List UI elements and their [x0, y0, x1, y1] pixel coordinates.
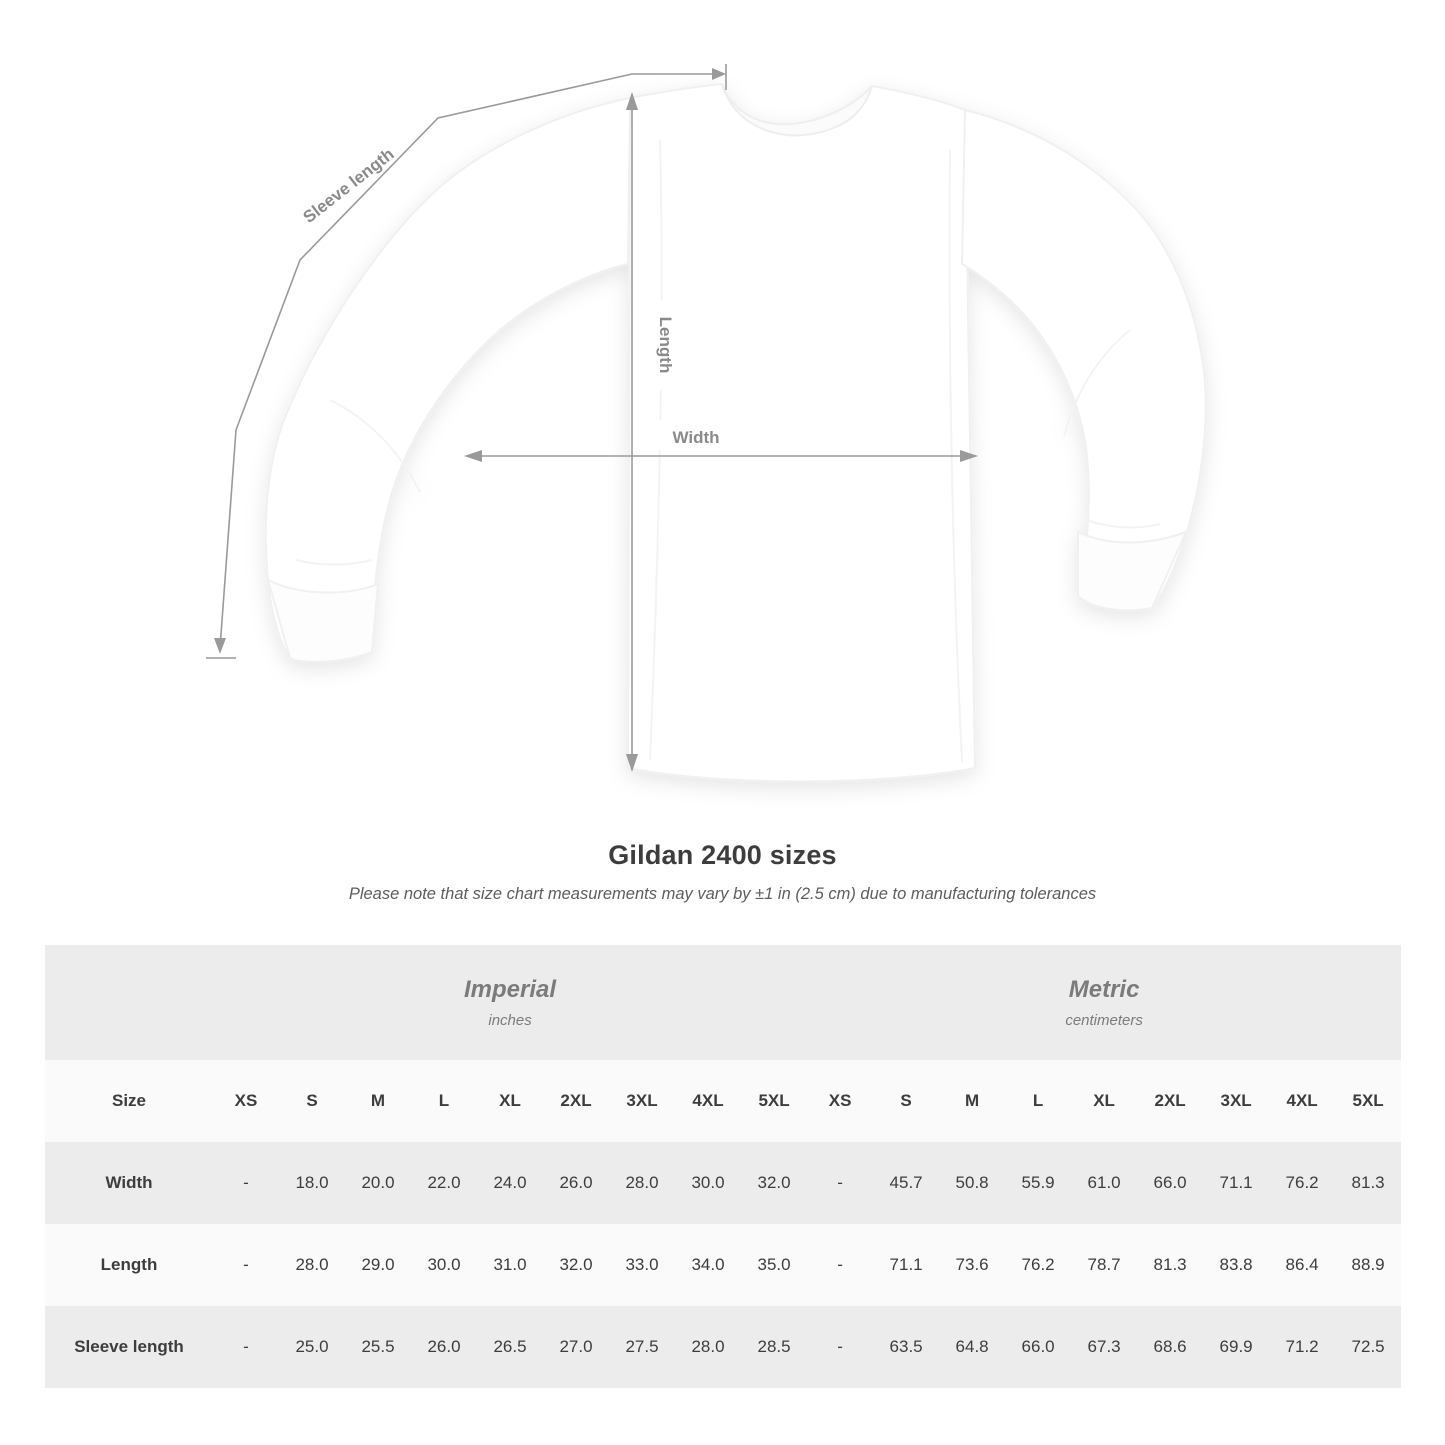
cell-width-metric-l: 55.9	[1005, 1142, 1071, 1224]
cell-length-imperial-3xl: 33.0	[609, 1224, 675, 1306]
cell-length-imperial-5xl: 35.0	[741, 1224, 807, 1306]
unit-corner-cell	[45, 945, 213, 1060]
cell-length-metric-xl: 78.7	[1071, 1224, 1137, 1306]
table-row	[45, 1306, 1401, 1388]
row-label-length: Length	[45, 1224, 213, 1306]
cell-length-imperial-4xl: 34.0	[675, 1224, 741, 1306]
col-header-imperial-5xl: 5XL	[741, 1060, 807, 1142]
cell-sleeve-imperial-s: 25.0	[279, 1306, 345, 1388]
col-header-metric-xs: XS	[807, 1060, 873, 1142]
cell-length-metric-s: 71.1	[873, 1224, 939, 1306]
col-header-metric-2xl: 2XL	[1137, 1060, 1203, 1142]
col-header-metric-l: L	[1005, 1060, 1071, 1142]
cell-sleeve-metric-m: 64.8	[939, 1306, 1005, 1388]
width-label: Width	[672, 428, 720, 447]
unit-group-imperial	[213, 945, 807, 1060]
size-header-row	[45, 1060, 1401, 1142]
col-header-imperial-s: S	[279, 1060, 345, 1142]
size-chart-table	[45, 945, 1401, 1388]
cell-width-metric-xl: 61.0	[1071, 1142, 1137, 1224]
col-header-imperial-3xl: 3XL	[609, 1060, 675, 1142]
cell-sleeve-imperial-3xl: 27.5	[609, 1306, 675, 1388]
cell-sleeve-metric-3xl: 69.9	[1203, 1306, 1269, 1388]
col-header-imperial-m: M	[345, 1060, 411, 1142]
cell-length-imperial-2xl: 32.0	[543, 1224, 609, 1306]
row-label-sleeve-length: Sleeve length	[45, 1306, 213, 1388]
page-title: Gildan 2400 sizes	[608, 840, 837, 870]
cell-width-imperial-2xl: 26.0	[543, 1142, 609, 1224]
cell-length-metric-xs: -	[807, 1224, 873, 1306]
cell-length-metric-2xl: 81.3	[1137, 1224, 1203, 1306]
cell-length-imperial-xl: 31.0	[477, 1224, 543, 1306]
cell-sleeve-imperial-5xl: 28.5	[741, 1306, 807, 1388]
cell-sleeve-imperial-xs: -	[213, 1306, 279, 1388]
cell-sleeve-metric-2xl: 68.6	[1137, 1306, 1203, 1388]
cell-length-imperial-s: 28.0	[279, 1224, 345, 1306]
cell-length-metric-5xl: 88.9	[1335, 1224, 1401, 1306]
cell-sleeve-imperial-l: 26.0	[411, 1306, 477, 1388]
cell-width-imperial-5xl: 32.0	[741, 1142, 807, 1224]
col-header-imperial-xl: XL	[477, 1060, 543, 1142]
unit-group-metric	[807, 945, 1401, 1060]
measurement-note: Please note that size chart measurements may vary by ±1 in (2.5 cm) due to manufacturing tolerances	[348, 885, 1097, 903]
cell-sleeve-metric-4xl: 71.2	[1269, 1306, 1335, 1388]
cell-length-imperial-xs: -	[213, 1224, 279, 1306]
cell-length-metric-l: 76.2	[1005, 1224, 1071, 1306]
cell-length-imperial-m: 29.0	[345, 1224, 411, 1306]
table-row	[45, 1142, 1401, 1224]
col-header-metric-m: M	[939, 1060, 1005, 1142]
unit-group-metric-sub: centimeters	[1065, 1011, 1143, 1029]
cell-sleeve-metric-xs: -	[807, 1306, 873, 1388]
length-label: Length	[656, 316, 675, 374]
unit-header-row	[45, 945, 1401, 1060]
cell-sleeve-imperial-4xl: 28.0	[675, 1306, 741, 1388]
cell-width-metric-xs: -	[807, 1142, 873, 1224]
cell-length-metric-4xl: 86.4	[1269, 1224, 1335, 1306]
size-chart-table-wrapper	[45, 945, 1400, 1388]
cell-sleeve-metric-l: 66.0	[1005, 1306, 1071, 1388]
cell-width-metric-3xl: 71.1	[1203, 1142, 1269, 1224]
cell-sleeve-imperial-2xl: 27.0	[543, 1306, 609, 1388]
cell-length-metric-3xl: 83.8	[1203, 1224, 1269, 1306]
cell-width-metric-5xl: 81.3	[1335, 1142, 1401, 1224]
cell-width-metric-m: 50.8	[939, 1142, 1005, 1224]
sleeve-length-label: Sleeve length	[299, 144, 398, 227]
col-header-metric-xl: XL	[1071, 1060, 1137, 1142]
cell-sleeve-imperial-xl: 26.5	[477, 1306, 543, 1388]
col-header-metric-4xl: 4XL	[1269, 1060, 1335, 1142]
cell-width-imperial-l: 22.0	[411, 1142, 477, 1224]
cell-width-imperial-xs: -	[213, 1142, 279, 1224]
cell-sleeve-metric-5xl: 72.5	[1335, 1306, 1401, 1388]
col-header-metric-s: S	[873, 1060, 939, 1142]
unit-group-imperial-name: Imperial	[464, 976, 557, 1004]
cell-length-metric-m: 73.6	[939, 1224, 1005, 1306]
cell-width-imperial-xl: 24.0	[477, 1142, 543, 1224]
col-header-imperial-xs: XS	[213, 1060, 279, 1142]
row-label-width: Width	[45, 1142, 213, 1224]
cell-width-metric-2xl: 66.0	[1137, 1142, 1203, 1224]
cell-width-imperial-4xl: 30.0	[675, 1142, 741, 1224]
title-block	[0, 840, 1445, 904]
col-header-imperial-2xl: 2XL	[543, 1060, 609, 1142]
col-header-metric-5xl: 5XL	[1335, 1060, 1401, 1142]
cell-width-imperial-s: 18.0	[279, 1142, 345, 1224]
cell-width-imperial-m: 20.0	[345, 1142, 411, 1224]
cell-width-metric-s: 45.7	[873, 1142, 939, 1224]
table-row	[45, 1224, 1401, 1306]
cell-width-imperial-3xl: 28.0	[609, 1142, 675, 1224]
row-header-size: Size	[45, 1060, 213, 1142]
col-header-metric-3xl: 3XL	[1203, 1060, 1269, 1142]
unit-group-imperial-sub: inches	[488, 1011, 532, 1029]
col-header-imperial-4xl: 4XL	[675, 1060, 741, 1142]
cell-sleeve-metric-xl: 67.3	[1071, 1306, 1137, 1388]
col-header-imperial-l: L	[411, 1060, 477, 1142]
cell-length-imperial-l: 30.0	[411, 1224, 477, 1306]
unit-group-metric-name: Metric	[1068, 976, 1140, 1004]
cell-sleeve-metric-s: 63.5	[873, 1306, 939, 1388]
cell-sleeve-imperial-m: 25.5	[345, 1306, 411, 1388]
cell-width-metric-4xl: 76.2	[1269, 1142, 1335, 1224]
